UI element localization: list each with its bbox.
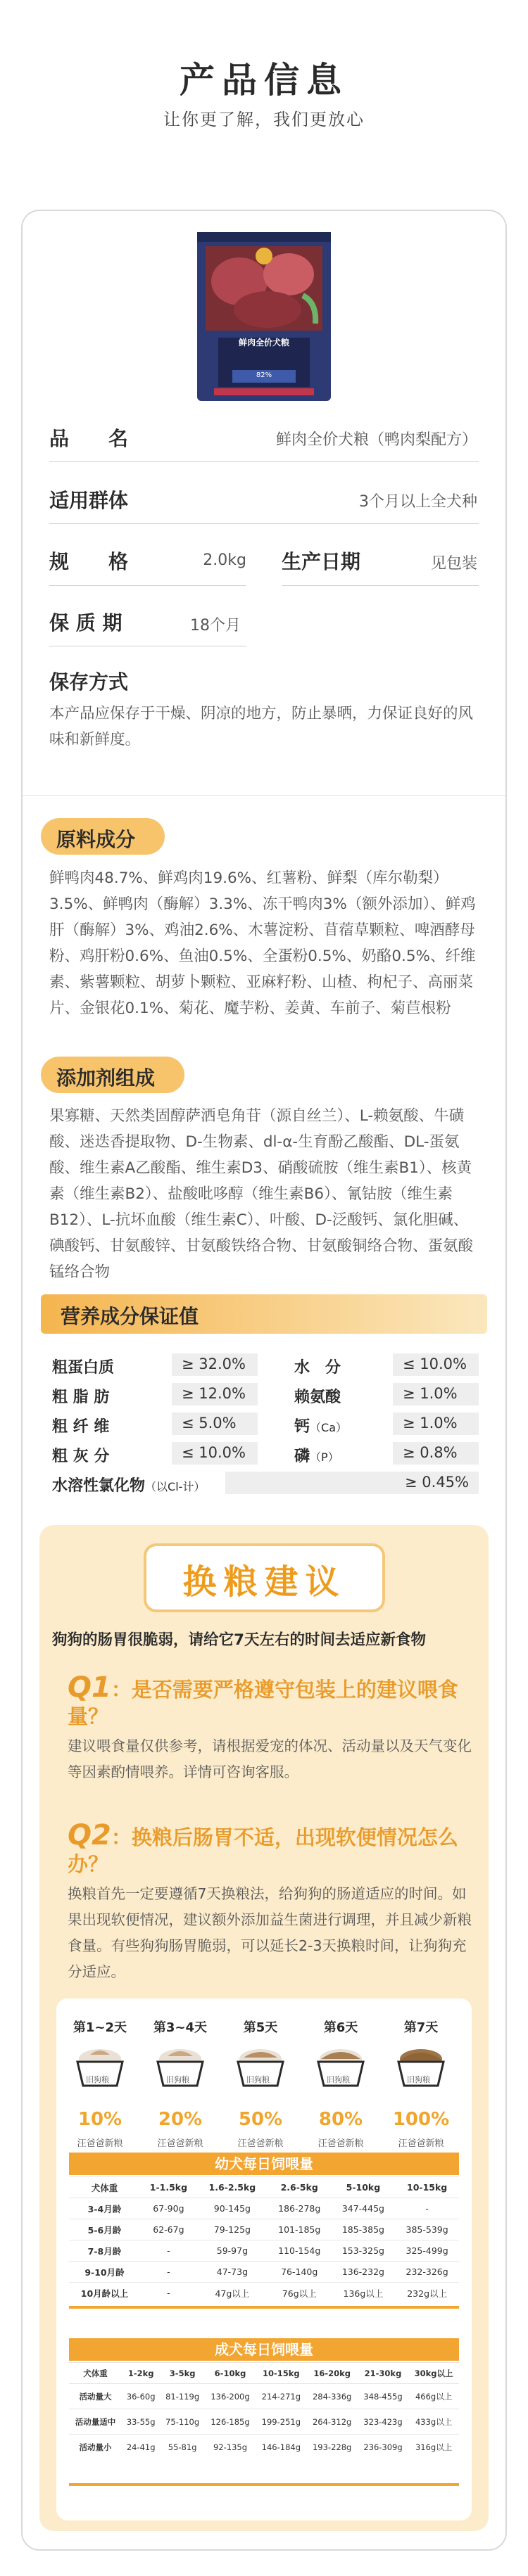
table-row: 3-4月龄 67-90g 90-145g 186-278g 347-445g -	[69, 2198, 459, 2219]
bowl-label: 旧狗粮	[327, 2075, 350, 2084]
nutrient-name: 粗 灰 分	[52, 1448, 110, 1465]
nutrient-value: ≥ 0.8%	[393, 1442, 479, 1465]
page-header	[0, 0, 528, 232]
nutrient-value: ≥ 0.45%	[225, 1472, 479, 1494]
day-label: 第1~2天	[73, 2020, 127, 2035]
percent-label: 50%	[238, 2109, 283, 2130]
percent-label: 100%	[392, 2109, 450, 2130]
nutrient-value: ≤ 10.0%	[393, 1353, 479, 1376]
nutrient-value: ≤ 5.0%	[172, 1413, 258, 1435]
percent-label: 20%	[158, 2109, 203, 2130]
feeding-desc: 狗狗的肠胃很脆弱，请给它7天左右的时间去适应新食物	[52, 1631, 426, 1649]
feeding-title: 换粮建议	[182, 1562, 346, 1602]
nutrient-name: 磷（P）	[294, 1448, 339, 1465]
bowl-label: 旧狗粮	[246, 2075, 270, 2084]
puppy-table-title: 幼犬每日饲喂量	[69, 2153, 459, 2175]
divider	[49, 461, 479, 462]
shelf-label: 保 质 期	[49, 611, 122, 635]
bowl-icon	[75, 2043, 125, 2093]
day-label: 第6天	[323, 2020, 358, 2035]
nutrient-name: 水溶性氯化物（以Cl-计）	[52, 1477, 206, 1495]
adult-feeding-table	[69, 2362, 459, 2460]
divider	[49, 585, 246, 586]
percent-sub: 汪爸爸新粮	[77, 2138, 123, 2149]
nutrient-name: 粗 脂 肪	[52, 1389, 110, 1406]
table-bottom-bar	[69, 2483, 459, 2486]
percent-sub: 汪爸爸新粮	[157, 2138, 203, 2149]
bag-label: 鲜肉全价犬粮	[238, 338, 289, 347]
date-value: 见包装	[430, 555, 477, 573]
bowl-icon	[155, 2043, 206, 2093]
table-header-row: 犬体重 1-1.5kg 1.6-2.5kg 2.6-5kg 5-10kg 10-15kg	[69, 2177, 459, 2198]
nutrient-value: ≥ 32.0%	[172, 1353, 258, 1376]
percent-sub: 汪爸爸新粮	[318, 2138, 364, 2149]
day-label: 第3~4天	[153, 2020, 208, 2035]
product-bag-image	[197, 232, 331, 401]
nutrient-name: 粗 纤 维	[52, 1418, 110, 1436]
page-subtitle: 让你更了解，我们更放心	[163, 110, 365, 129]
nutrient-name: 水 分	[294, 1359, 341, 1377]
nutrient-value: ≥ 1.0%	[393, 1413, 479, 1435]
ingredients-text: 鲜鸭肉48.7%、鲜鸡肉19.6%、红薯粉、鲜梨（库尔勒梨）3.5%、鲜鸭肉（酶解）3.3%、冻干鸭肉3%（额外添加）、鲜鸡肝（酶解）3%、鸡油2.6%、木薯淀粉、苜蓿草颗粒、啤酒酵母粉、鸡肝粉0.6%、鱼油0.5%、全蛋粉0.5%、奶酪0.5%、纤维素、紫薯颗粒、胡萝卜颗粒、亚麻籽粉、山楂、枸杞子、高丽菜片、金银花0.1%、菊花、魔芋粉、姜黄、车前子、菊苣根粉	[49, 869, 476, 1017]
bowl-icon	[315, 2043, 366, 2093]
percent-label: 10%	[77, 2109, 122, 2130]
day-label: 第5天	[243, 2020, 278, 2035]
nutrient-value: ≤ 10.0%	[172, 1442, 258, 1465]
divider	[49, 523, 479, 524]
group-label: 适用群体	[49, 489, 129, 512]
answer-1: 建议喂食量仅供参考，请根据爱宠的体况、活动量以及天气变化等因素酌情喂养。详情可咨询客服。	[68, 1737, 472, 1780]
question-2: Q2：换粮后肠胃不适，出现软便情况怎么办？	[68, 1819, 458, 1876]
table-row: 5-6月龄 62-67g 79-125g 101-185g 185-385g 385-539g	[69, 2219, 459, 2240]
bowl-icon	[396, 2043, 446, 2093]
date-label: 生产日期	[282, 550, 361, 573]
spec-label: 规 格	[49, 550, 129, 573]
percent-sub: 汪爸爸新粮	[237, 2138, 284, 2149]
nutrient-name: 粗蛋白质	[52, 1359, 115, 1377]
nutrient-name: 赖氨酸	[294, 1389, 341, 1406]
nutrient-value: ≥ 1.0%	[393, 1383, 479, 1405]
nutrition-title-band	[41, 1294, 487, 1334]
table-row: 9-10月龄 - 47-73g 76-140g 136-232g 232-326g	[69, 2262, 459, 2283]
bowl-icon	[235, 2043, 286, 2093]
storage-label: 保存方式	[49, 670, 129, 694]
table-row: 活动量适中 33-55g 75-110g 126-185g 199-251g 264-312g 323-423g 433g以上	[69, 2409, 459, 2435]
additives-title: 添加剂组成	[41, 1057, 184, 1093]
table-row: 7-8月龄 - 59-97g 110-154g 153-325g 325-499g	[69, 2240, 459, 2262]
question-1: Q1：是否需要严格遵守包装上的建议喂食量？	[68, 1671, 458, 1728]
nutrition-title: 营养成分保证值	[61, 1305, 199, 1328]
bowl-label: 旧狗粮	[166, 2075, 189, 2084]
table-row: 活动量小 24-41g 55-81g 92-135g 146-184g 193-228g 236-309g 316g以上	[69, 2435, 459, 2460]
storage-text: 本产品应保存于干燥、阴凉的地方，防止暴晒，力保证良好的风味和新鲜度。	[49, 705, 474, 748]
name-label: 品 名	[49, 427, 129, 450]
percent-label: 80%	[318, 2109, 363, 2130]
bag-percent: 82%	[256, 371, 272, 379]
puppy-feeding-table	[69, 2176, 459, 2304]
group-value: 3个月以上全犬种	[359, 493, 477, 511]
bowl-label: 旧狗粮	[86, 2075, 109, 2084]
nutrient-value: ≥ 12.0%	[172, 1383, 258, 1405]
divider	[282, 585, 479, 586]
nutrient-name: 钙（Ca）	[294, 1418, 347, 1436]
name-value: 鲜肉全价犬粮（鸭肉梨配方）	[275, 431, 477, 449]
table-header-row: 犬体重 1-2kg 3-5kg 6-10kg 10-15kg 16-20kg 21-30kg 30kg以上	[69, 2363, 459, 2384]
table-row: 活动量大 36-60g 81-119g 136-200g 214-271g 284-336g 348-455g 466g以上	[69, 2384, 459, 2409]
page-title: 产品信息	[180, 60, 348, 101]
adult-table-title: 成犬每日饲喂量	[69, 2338, 459, 2361]
answer-2: 换粮首先一定要遵循7天换粮法，给狗狗的肠道适应的时间。如果出现软便情况，建议额外添加益生菌进行调理，并且减少新粮食量。有些狗狗肠胃脆弱，可以延长2-3天换粮时间，让狗狗充分适应。	[68, 1885, 472, 1980]
table-row: 10月龄以上 - 47g以上 76g以上 136g以上 232g以上	[69, 2283, 459, 2304]
spec-value: 2.0kg	[203, 551, 246, 569]
table-bottom-bar	[69, 2306, 459, 2309]
ingredients-title: 原料成分	[41, 818, 165, 855]
percent-sub: 汪爸爸新粮	[398, 2138, 444, 2149]
bowl-label: 旧狗粮	[407, 2075, 430, 2084]
day-label: 第7天	[403, 2020, 439, 2035]
additives-text: 果寡糖、天然类固醇萨洒皂角苷（源自丝兰）、L-赖氨酸、牛磺酸、迷迭香提取物、D-生物素、dl-α-生育酚乙酸酯、DL-蛋氨酸、维生素A乙酸酯、维生素D3、硝酸硫胺（维生素B1）、核黄素（维生素B2）、盐酸吡哆醇（维生素B6）、氰钴胺（维生素B12）、L-抗坏血酸（维生素C）、叶酸、D-泛酸钙、氯化胆碱、碘酸钙、甘氨酸锌、甘氨酸铁络合物、甘氨酸铜络合物、蛋氨酸锰络合物	[49, 1107, 474, 1281]
section-divider	[23, 795, 505, 796]
shelf-value: 18个月	[190, 617, 241, 635]
